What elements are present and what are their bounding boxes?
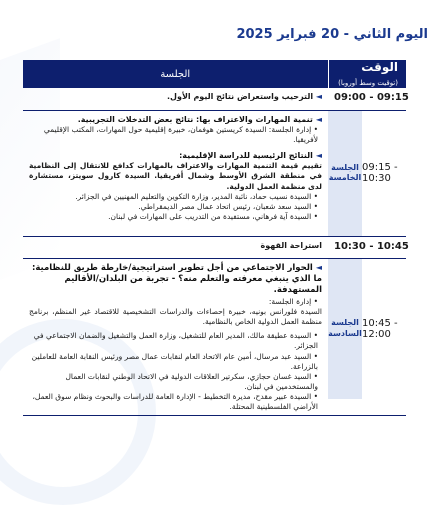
moderator: السيدة فلورانس بونيه، خبيرة إحصاءات والدراسات التشخيصية للاقتصاد غير المنظم، برنامج منظمة العمل الدولية الخاص بالنظامية. — [29, 307, 322, 327]
session-cell: استراحة القهوة — [23, 236, 328, 258]
speaker: • السيد غسان حجازي، سكرتير العلاقات الدولية في الاتحاد الوطني لنقابات العمال والمستخدمين في لبنان. — [29, 372, 322, 392]
session-label: الجلسة السادسة — [328, 259, 362, 399]
speaker: • السيدة عبير مقدح، مديرة التخطيط - الإدارة العامة للدراسات والبحوث ونظام سوق العمل، الأراضي الفلسطينية المحتلة. — [29, 392, 322, 412]
item-title: الحوار الاجتماعي من أجل تطوير استراتيجية/خارطة طريق للنظامية: ما الذي ينبغي معرفته والتعلم منه؟ - تجربة من البلدان/الأقاليم المستهدفة. — [31, 262, 322, 296]
pointer-icon: ◄ — [313, 92, 322, 101]
speaker: • السيد عبد مرسال، أمين عام الاتحاد العام لنقابات عمال مصر ورئيس النقابة العامة للعاملين بالزراعة. — [29, 352, 322, 372]
timezone-note: (توقيت وسط أوروبا) — [338, 79, 398, 87]
time-cell: 09:00 - 09:15 — [328, 88, 406, 110]
schedule-table — [23, 60, 409, 416]
speaker: • السيدة عطيقة مالك، المدير العام للتشغيل، وزارة العمل والتشغيل والضمان الاجتماعي في الجزائر. — [29, 331, 322, 351]
agenda-item — [29, 115, 322, 146]
session-column-header: الجلسة — [23, 60, 328, 88]
speaker: • السيدة نسيب حماد، نائبة المدير، وزارة التكوين والتعليم المهنيين في الجزائر. — [29, 192, 322, 202]
moderator: • إدارة الجلسة: السيدة كريستين هوفمان، خبيرة إقليمية حول المهارات، المكتب الإقليمي لأفريقيا. — [29, 125, 322, 145]
day-title: اليوم الثاني - 20 فبراير 2025 — [236, 27, 428, 42]
row-session-6 — [23, 258, 406, 416]
speaker: • السيد سعد شعبان، رئيس اتحاد عمال مصر الديمقراطي. — [29, 202, 322, 212]
moderator-label: • إدارة الجلسة: — [29, 297, 322, 307]
session-cell — [23, 110, 328, 236]
time-cell: 10:30 - 10:45 — [328, 236, 406, 258]
agenda-item — [29, 151, 322, 223]
time-cell — [328, 110, 406, 236]
item-title: تنمية المهارات والاعتراف بها: نتائج بعض التدخلات التجريبية. — [77, 114, 313, 124]
session-time: 10:45 - 12:00 — [362, 317, 398, 340]
pointer-icon: ◄ — [315, 150, 322, 160]
session-label: الجلسة الخامسة — [328, 111, 362, 236]
speaker: • السيدة آية فرهاني، مستفيدة من التدريب على المهارات في لبنان. — [29, 212, 322, 222]
row-session-5 — [23, 110, 406, 236]
table-header — [23, 60, 406, 88]
item-title: النتائج الرئيسية للدراسة الإقليمية: — [179, 150, 313, 160]
pointer-icon: ◄ — [315, 262, 322, 272]
time-column-header: الوقت (توقيت وسط أوروبا) — [328, 60, 406, 88]
row-welcome — [23, 88, 406, 110]
item-description: تقييم قيمة التنمية المهارات والاعتراف بالمهارات كدافع للانتقال إلى النظامية في منطقة الشرق الأوسط وشمال أفريقيا. السيدة كارول سويتز، مستشارة لدى منظمة العمل الدولية. — [29, 161, 322, 191]
time-cell — [328, 258, 406, 416]
session-time: 09:15 - 10:30 — [362, 162, 398, 184]
session-cell: ◄ الترحيب واستعراض نتائج اليوم الأول. — [23, 88, 328, 110]
session-cell — [23, 258, 328, 416]
pointer-icon: ◄ — [315, 114, 322, 124]
row-coffee-break — [23, 236, 406, 258]
